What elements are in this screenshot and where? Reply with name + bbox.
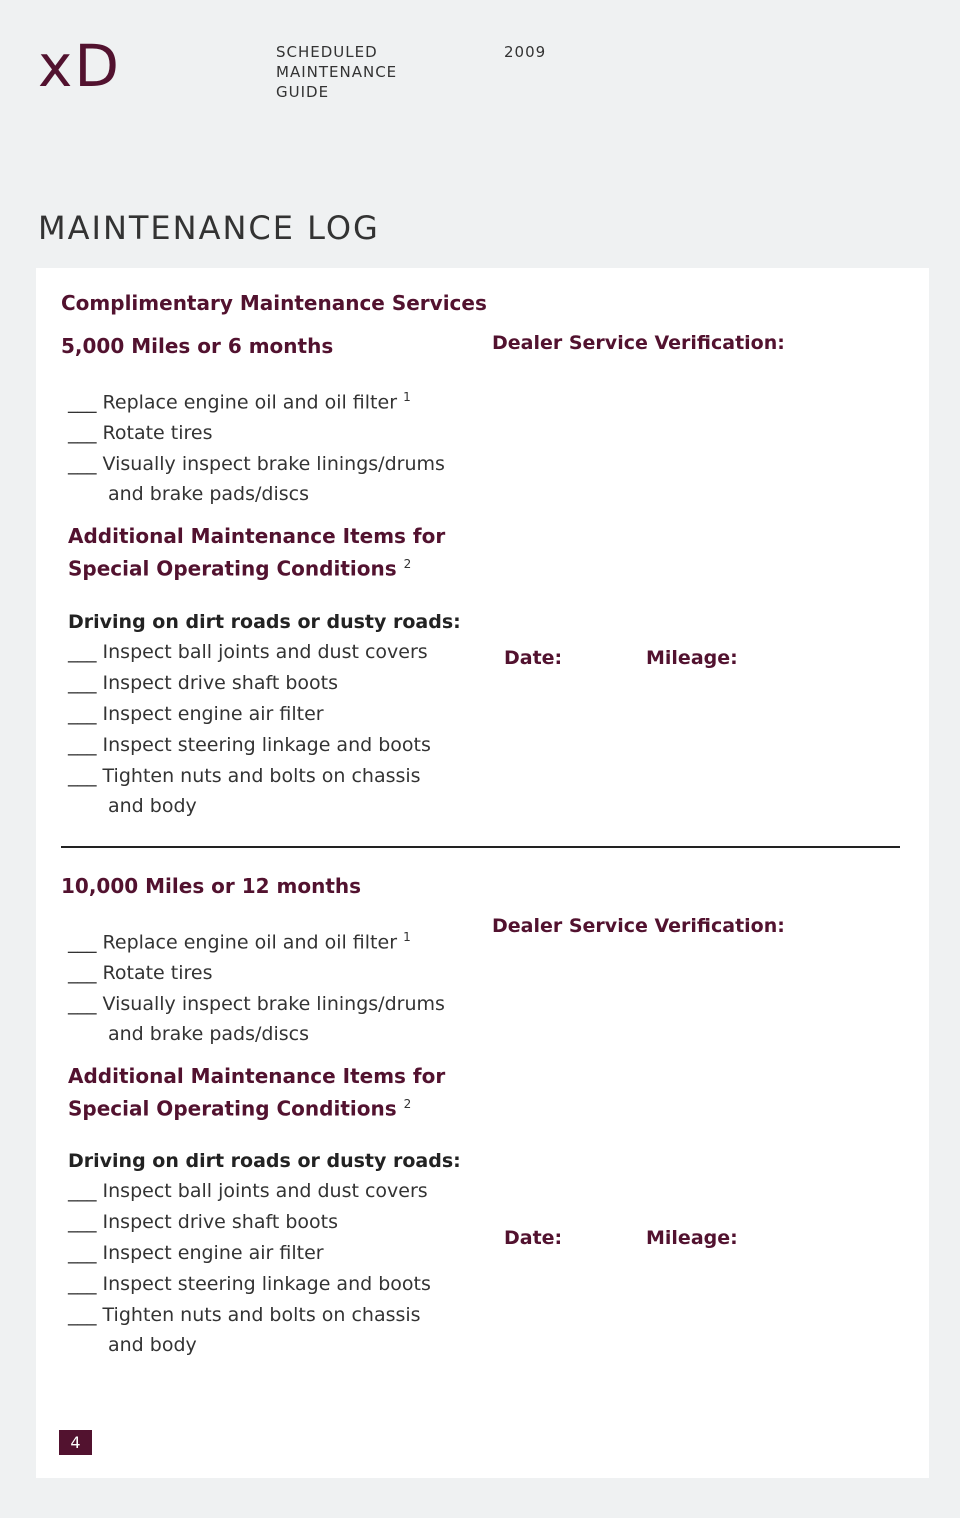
guide-title: SCHEDULED MAINTENANCE GUIDE xyxy=(276,43,398,101)
condition-item: ___ Inspect engine air filter xyxy=(68,1242,324,1264)
dealer-verification-label: Dealer Service Verification: xyxy=(492,915,785,937)
service-item: ___ Replace engine oil and oil filter $^1$ xyxy=(68,930,411,954)
condition-item: ___ Inspect drive shaft boots xyxy=(68,672,338,694)
section-divider xyxy=(61,846,900,848)
condition-items-list xyxy=(68,637,431,820)
service-item: ___ Replace engine oil and oil filter $^1$ xyxy=(68,390,411,414)
interval-heading: 5,000 Miles or 6 months xyxy=(61,334,334,358)
condition-item: ___ Inspect ball joints and dust covers xyxy=(68,1180,428,1202)
service-item: ___ Visually inspect brake linings/drums and brake pads/discs xyxy=(68,453,445,506)
brand-logo: xD xyxy=(38,32,121,100)
additional-items-heading: Additional Maintenance Items for Special Operating Conditions $^2$ xyxy=(68,1064,446,1121)
condition-item: ___ Inspect drive shaft boots xyxy=(68,1211,338,1233)
date-label: Date: xyxy=(504,647,563,669)
model-year: 2009 xyxy=(504,43,547,61)
mileage-label: Mileage: xyxy=(646,647,738,669)
condition-item: ___ Inspect engine air filter xyxy=(68,703,324,725)
service-items-list xyxy=(68,922,445,1048)
service-items-list xyxy=(68,382,445,508)
page-title: MAINTENANCE LOG xyxy=(38,209,380,247)
condition-item: ___ Inspect steering linkage and boots xyxy=(68,1273,431,1295)
condition-heading: Driving on dirt roads or dusty roads: xyxy=(68,1150,461,1172)
condition-item: ___ Inspect ball joints and dust covers xyxy=(68,641,428,663)
condition-item: ___ Inspect steering linkage and boots xyxy=(68,734,431,756)
interval-heading: 10,000 Miles or 12 months xyxy=(61,874,362,898)
condition-items-list xyxy=(68,1176,431,1359)
condition-item: ___ Tighten nuts and bolts on chassis and body xyxy=(68,765,421,817)
page-number: 4 xyxy=(59,1430,92,1455)
complimentary-title: Complimentary Maintenance Services xyxy=(61,291,487,315)
condition-item: ___ Tighten nuts and bolts on chassis and body xyxy=(68,1304,421,1356)
service-item: ___ Rotate tires xyxy=(68,422,213,445)
condition-heading: Driving on dirt roads or dusty roads: xyxy=(68,611,461,633)
service-item: ___ Rotate tires xyxy=(68,962,213,985)
service-item: ___ Visually inspect brake linings/drums and brake pads/discs xyxy=(68,993,445,1046)
mileage-label: Mileage: xyxy=(646,1227,738,1249)
date-label: Date: xyxy=(504,1227,563,1249)
additional-items-heading: Additional Maintenance Items for Special Operating Conditions $^2$ xyxy=(68,524,446,581)
dealer-verification-label: Dealer Service Verification: xyxy=(492,332,785,354)
maintenance-log-card xyxy=(36,268,929,1478)
